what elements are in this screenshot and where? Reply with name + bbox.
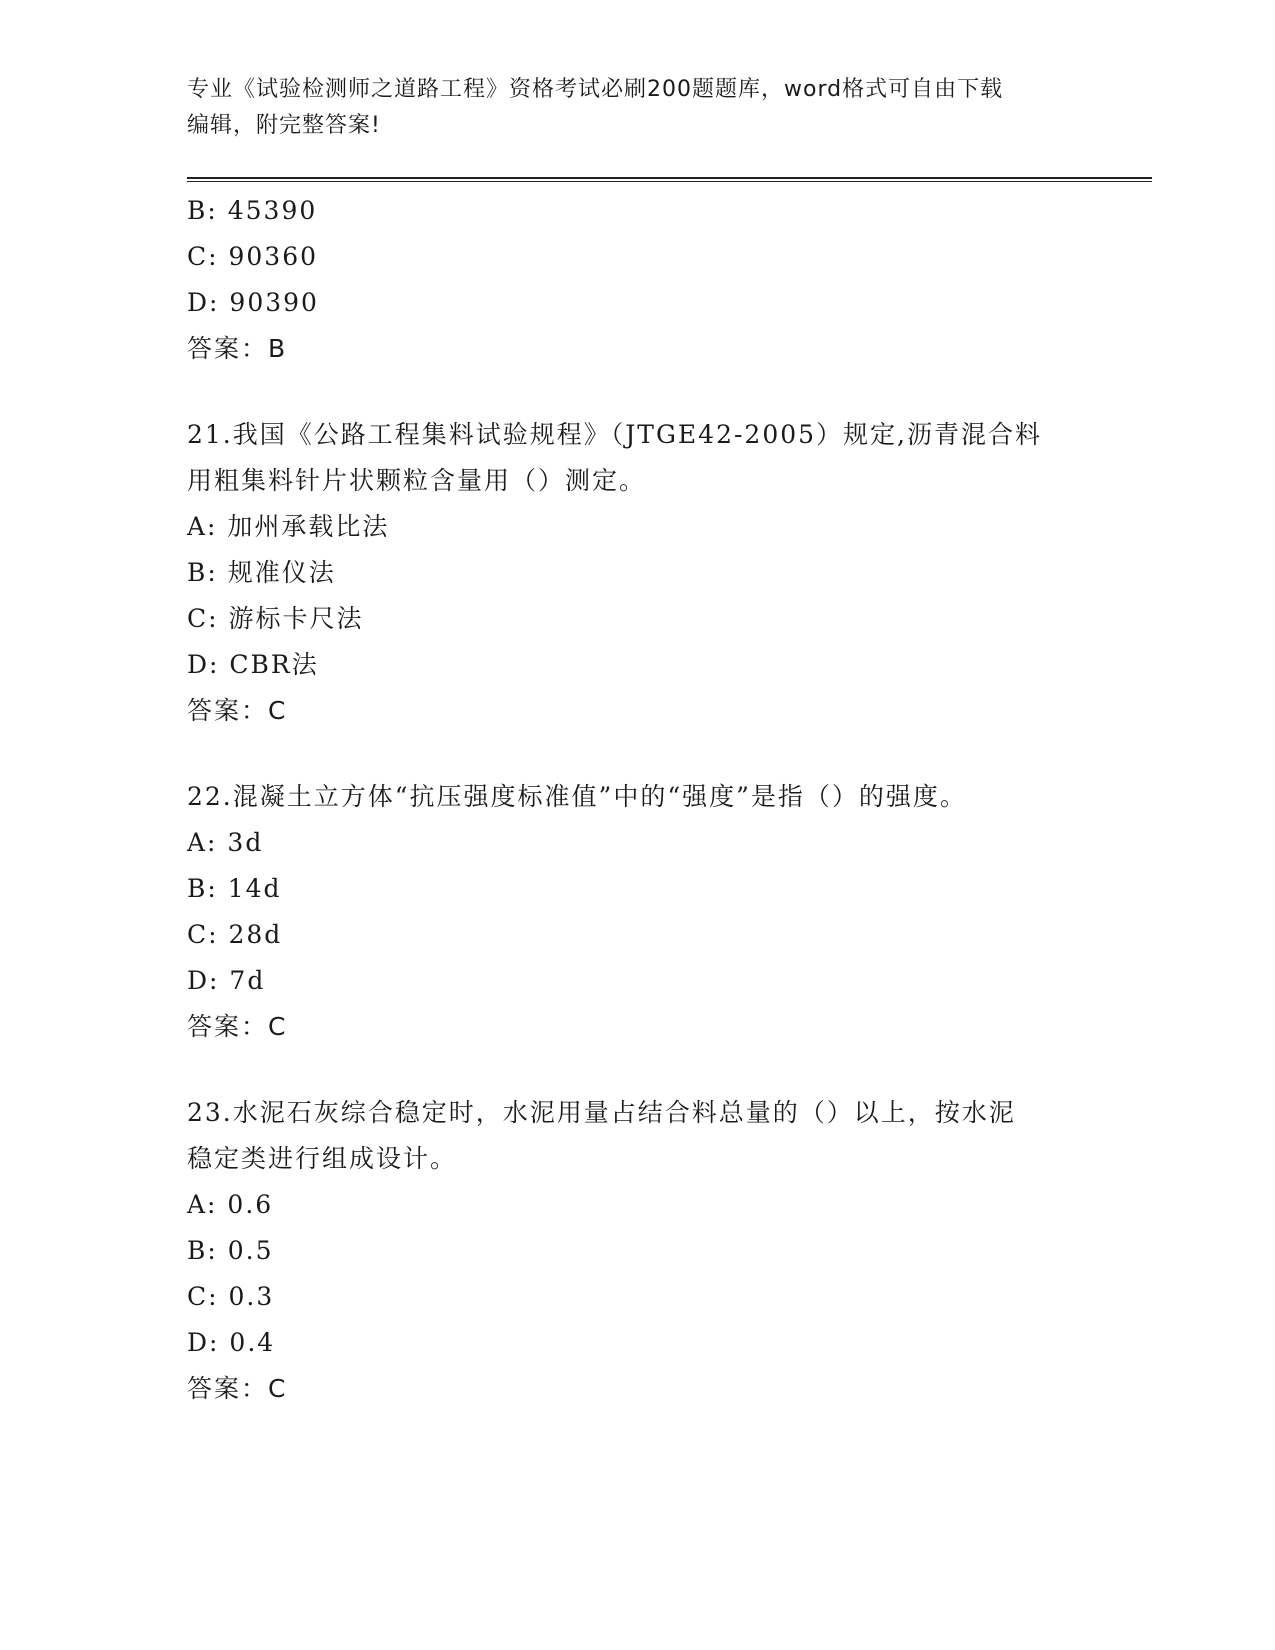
option-b: B: 45390 (187, 196, 318, 225)
answer-line: 答案：B (187, 334, 288, 363)
question-block-20 (187, 188, 1117, 372)
option-b: B: 规准仪法 (187, 558, 336, 587)
option-d: D: 90390 (187, 288, 319, 317)
document-header (187, 72, 1067, 144)
option-d: D: 7d (187, 966, 266, 995)
question-text: 22.混凝土立方体“抗压强度标准值”中的“强度”是指（）的强度。 (187, 782, 967, 811)
header-rule-thin (187, 181, 1152, 182)
question-text: 23.水泥石灰综合稳定时，水泥用量占结合料总量的（）以上，按水泥 (187, 1098, 1016, 1127)
question-block-22 (187, 774, 1117, 1050)
option-c: C: 游标卡尺法 (187, 604, 364, 633)
answer-line: 答案：C (187, 696, 288, 725)
option-d: D: CBR法 (187, 650, 319, 679)
answer-line: 答案：C (187, 1012, 288, 1041)
option-c: C: 0.3 (187, 1282, 275, 1311)
question-list (187, 188, 1117, 1412)
header-line-2: 编辑，附完整答案! (187, 113, 381, 138)
question-text: 21.我国《公路工程集料试验规程》（JTGE42-2005）规定,沥青混合料 (187, 420, 1043, 449)
answer-line: 答案：C (187, 1374, 288, 1403)
option-d: D: 0.4 (187, 1328, 276, 1357)
option-a: A: 3d (187, 828, 264, 857)
header-line-1: 专业《试验检测师之道路工程》资格考试必刷200题题库，word格式可自由下载 (187, 77, 1004, 102)
option-a: A: 加州承载比法 (187, 512, 390, 541)
option-c: C: 90360 (187, 242, 319, 271)
header-rule-thick (187, 177, 1152, 179)
option-a: A: 0.6 (187, 1190, 274, 1219)
option-b: B: 14d (187, 874, 282, 903)
question-text: 稳定类进行组成设计。 (187, 1144, 458, 1173)
option-b: B: 0.5 (187, 1236, 274, 1265)
question-block-21 (187, 412, 1117, 734)
question-block-23 (187, 1090, 1117, 1412)
question-text: 用粗集料针片状颗粒含量用（）测定。 (187, 466, 647, 495)
option-c: C: 28d (187, 920, 283, 949)
